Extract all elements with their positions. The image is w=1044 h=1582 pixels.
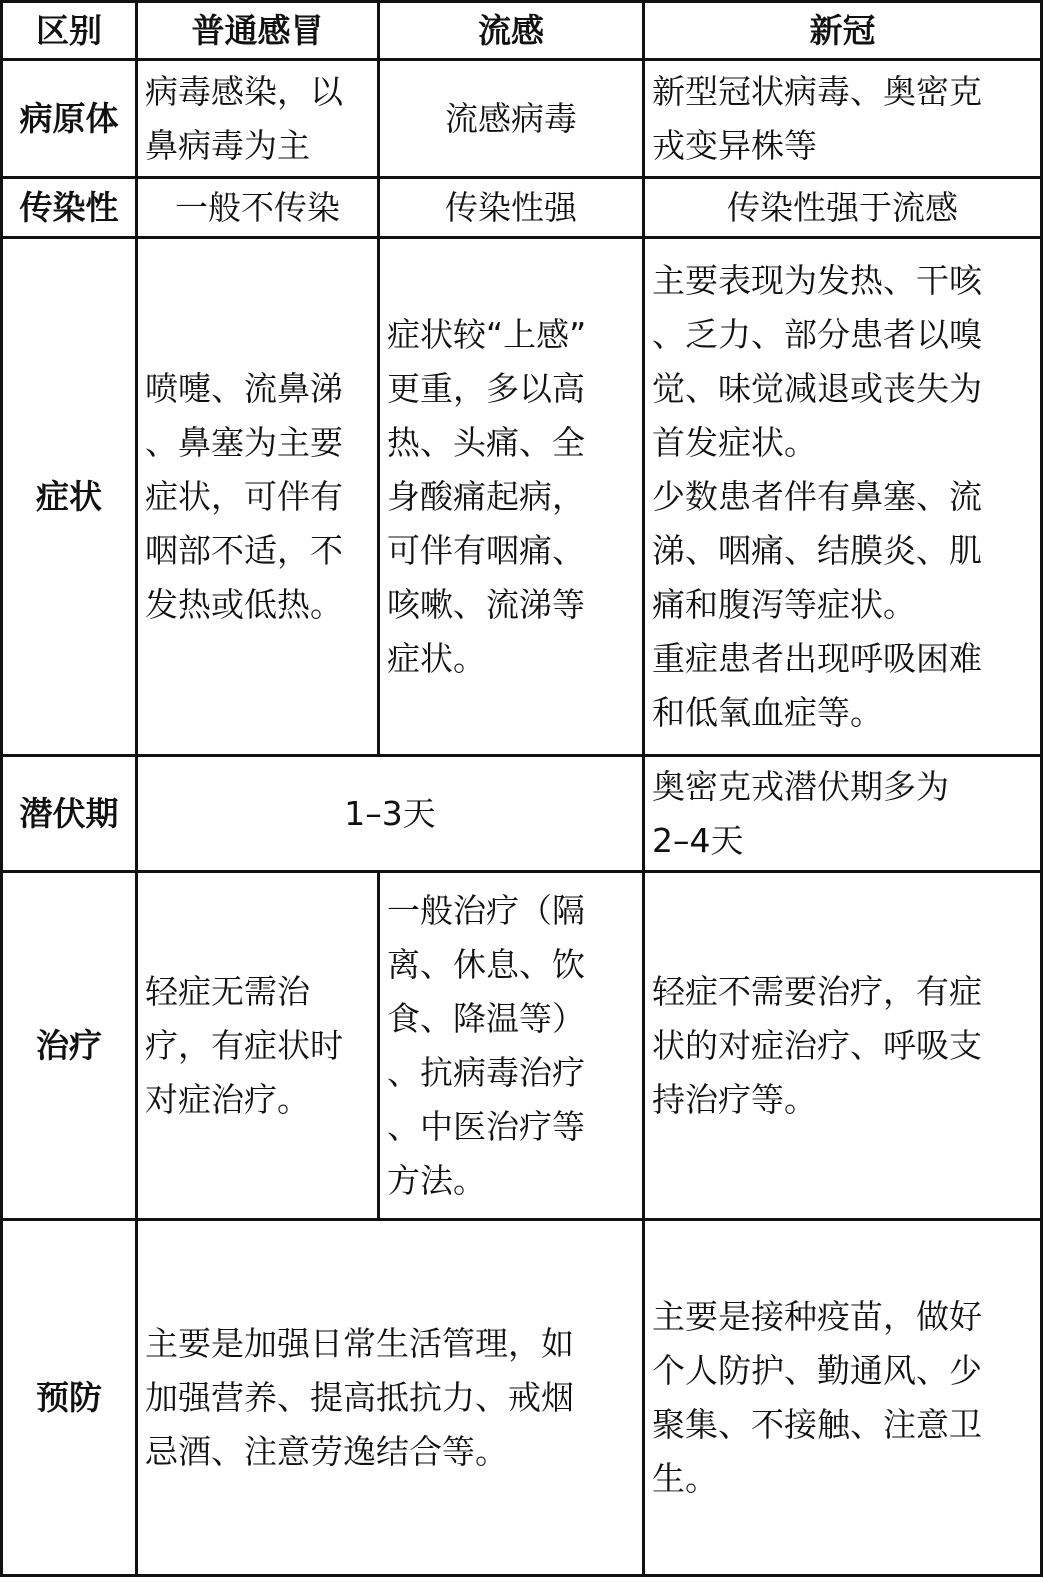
cell-incubation-covid xyxy=(644,756,1042,872)
cell-prevention-covid xyxy=(644,1220,1042,1576)
text-line: 戎变异株等 xyxy=(652,125,817,165)
header-category: 区别 xyxy=(2,2,137,60)
text-line: 主要是接种疫苗，做好 xyxy=(652,1296,982,1336)
text-line: 咽部不适，不 xyxy=(145,530,343,570)
text-line: 痛和腹泻等症状。 xyxy=(652,584,916,624)
text-line: 方法。 xyxy=(387,1160,486,1200)
row-label-contagion: 传染性 xyxy=(2,178,137,238)
text-line: 更重，多以高 xyxy=(387,368,585,408)
cell-treatment-cold xyxy=(137,872,379,1220)
text-line: 咳嗽、流涕等 xyxy=(387,584,585,624)
text-line: 鼻病毒为主 xyxy=(145,125,310,165)
cell-pathogen-cold xyxy=(137,60,379,178)
row-incubation xyxy=(2,756,1042,872)
cell-contagion-cold: 一般不传染 xyxy=(137,178,379,238)
row-label-treatment: 治疗 xyxy=(2,872,137,1220)
text-line: 和低氧血症等。 xyxy=(652,692,883,732)
text-line: 热、头痛、全 xyxy=(387,422,585,462)
text-line: 涕、咽痛、结膜炎、肌 xyxy=(652,530,982,570)
text-line: 一般治疗（隔 xyxy=(387,890,585,930)
text-line: 轻症不需要治疗，有症 xyxy=(652,971,982,1011)
text-line: 奥密克戎潜伏期多为 xyxy=(652,766,949,806)
text-line: 、抗病毒治疗 xyxy=(387,1052,585,1092)
text-line: 状的对症治疗、呼吸支 xyxy=(652,1025,982,1065)
row-pathogen xyxy=(2,60,1042,178)
text-line: 生。 xyxy=(652,1458,718,1498)
text-line: 新型冠状病毒、奥密克 xyxy=(652,71,982,111)
row-treatment xyxy=(2,872,1042,1220)
text-line: 少数患者伴有鼻塞、流 xyxy=(652,476,982,516)
row-label-incubation: 潜伏期 xyxy=(2,756,137,872)
text-line: 、乏力、部分患者以嗅 xyxy=(652,314,982,354)
text-line: 觉、味觉减退或丧失为 xyxy=(652,368,982,408)
cell-treatment-flu xyxy=(379,872,644,1220)
text-line: 轻症无需治 xyxy=(145,971,310,1011)
text-line: 首发症状。 xyxy=(652,422,817,462)
text-line: 聚集、不接触、注意卫 xyxy=(652,1404,982,1444)
text-line: 食、降温等） xyxy=(387,998,585,1038)
row-label-symptoms: 症状 xyxy=(2,238,137,756)
cell-incubation-cold-flu: 1–3天 xyxy=(137,756,644,872)
text-line: 身酸痛起病， xyxy=(387,476,585,516)
cell-prevention-cold-flu xyxy=(137,1220,644,1576)
row-contagion xyxy=(2,178,1042,238)
cell-symptoms-cold xyxy=(137,238,379,756)
text-line: 2–4天 xyxy=(652,820,744,860)
text-line: 症状。 xyxy=(387,638,486,678)
header-row xyxy=(2,2,1042,60)
cell-pathogen-flu: 流感病毒 xyxy=(379,60,644,178)
text-line: 离、休息、饮 xyxy=(387,944,585,984)
text-line: 可伴有咽痛、 xyxy=(387,530,585,570)
text-line: 病毒感染，以 xyxy=(145,71,343,111)
header-covid: 新冠 xyxy=(644,2,1042,60)
text-line: 重症患者出现呼吸困难 xyxy=(652,638,982,678)
row-prevention xyxy=(2,1220,1042,1576)
header-common-cold: 普通感冒 xyxy=(137,2,379,60)
text-line: 对症治疗。 xyxy=(145,1079,310,1119)
text-line: 症状较“上感” xyxy=(387,314,587,354)
cell-contagion-covid: 传染性强于流感 xyxy=(644,178,1042,238)
text-line: 主要是加强日常生活管理，如 xyxy=(145,1323,574,1363)
cell-contagion-flu: 传染性强 xyxy=(379,178,644,238)
text-line: 发热或低热。 xyxy=(145,584,343,624)
text-line: 持治疗等。 xyxy=(652,1079,817,1119)
header-influenza: 流感 xyxy=(379,2,644,60)
text-line: 加强营养、提高抵抗力、戒烟 xyxy=(145,1377,574,1417)
cell-symptoms-covid xyxy=(644,238,1042,756)
row-label-pathogen: 病原体 xyxy=(2,60,137,178)
text-line: 忌酒、注意劳逸结合等。 xyxy=(145,1431,508,1471)
text-line: 、鼻塞为主要 xyxy=(145,422,343,462)
text-line: 症状，可伴有 xyxy=(145,476,343,516)
text-line: 主要表现为发热、干咳 xyxy=(652,260,982,300)
text-line: 疗，有症状时 xyxy=(145,1025,343,1065)
cell-symptoms-flu xyxy=(379,238,644,756)
text-line: 个人防护、勤通风、少 xyxy=(652,1350,982,1390)
text-line: 、中医治疗等 xyxy=(387,1106,585,1146)
cell-pathogen-covid xyxy=(644,60,1042,178)
row-label-prevention: 预防 xyxy=(2,1220,137,1576)
cell-treatment-covid xyxy=(644,872,1042,1220)
row-symptoms xyxy=(2,238,1042,756)
text-line: 喷嚏、流鼻涕 xyxy=(145,368,343,408)
